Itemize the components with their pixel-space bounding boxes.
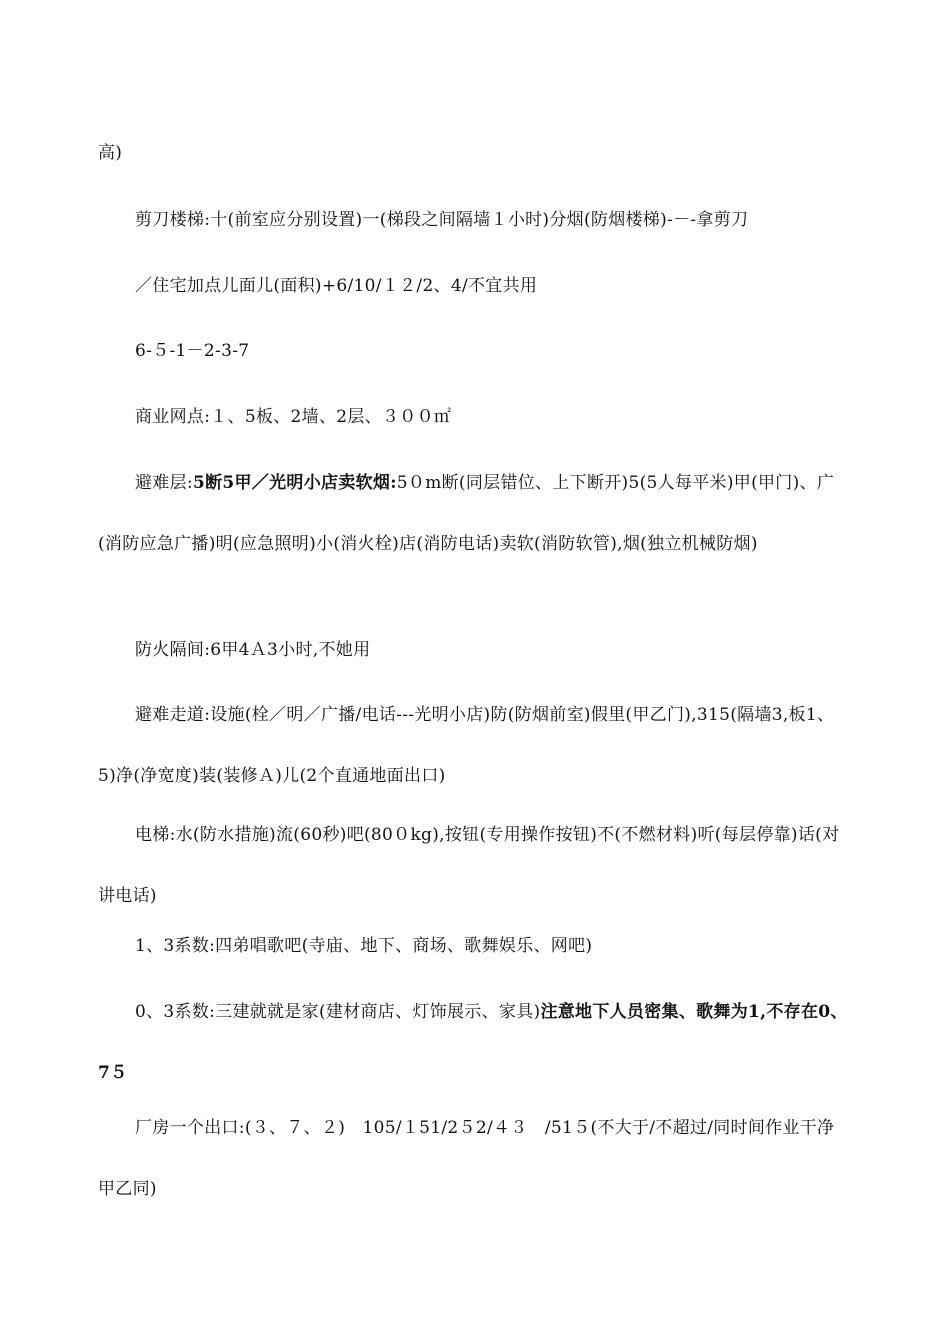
paragraph-elevator: 电梯:水(防水措施)流(60秒)吧(80０kg),按钮(专用操作按钮)不(不燃材料)听(每层停靠)话(对讲电话) bbox=[98, 825, 840, 906]
coefficient-0-3-text: 0、3系数:三建就就是家(建材商店、灯饰展示、家具) bbox=[135, 1002, 541, 1022]
refuge-floor-details: 5０m断(同层错位、上下断开)5(5人每平米)甲(甲门)、广(消防应急广播)明(应急照明)小(消火栓)店(消防电话)卖软(消防软管),烟(独立机械防烟) bbox=[98, 473, 835, 554]
paragraph-continuation: 高) bbox=[98, 143, 123, 163]
paragraph-factory-exit: 厂房一个出口:(３、７、２) 105/１51/2５2/４３ /51５(不大于/不超过/同时间作业干净甲乙同) bbox=[98, 1118, 835, 1199]
paragraph-refuge-corridor: 避难走道:设施(栓／明／广播/电话---光明小店)防(防烟前室)假里(甲乙门),315(隔墙3,板1、5)净(净宽度)装(装修Ａ)儿(2个直通地面出口) bbox=[98, 705, 835, 786]
paragraph-number-sequence: 6-５-1－2-3-7 bbox=[135, 341, 250, 361]
paragraph-commercial-outlets: 商业网点:１、5板、2墙、2层、３００㎡ bbox=[135, 407, 452, 427]
paragraph-residential: ／住宅加点儿面儿(面积)+6/10/１２/2、4/不宜共用 bbox=[135, 276, 538, 296]
refuge-floor-label: 避难层: bbox=[135, 473, 193, 493]
paragraph-refuge-floor bbox=[98, 453, 850, 575]
paragraph-fire-compartment: 防火隔间:6甲4Ａ3小时,不她用 bbox=[135, 640, 371, 660]
refuge-floor-mnemonic: 5断5甲／光明小店卖软烟: bbox=[192, 473, 397, 493]
paragraph-scissor-stairs: 剪刀楼梯:十(前室应分别设置)一(梯段之间隔墙１小时)分烟(防烟楼梯)-－-拿剪刀 bbox=[135, 210, 749, 230]
paragraph-coefficient-0-3 bbox=[98, 982, 850, 1104]
paragraph-coefficient-1-3: 1、3系数:四弟唱歌吧(寺庙、地下、商场、歌舞娱乐、网吧) bbox=[135, 936, 593, 956]
coefficient-0-3-note: 注意地下人员密集、歌舞为1,不存在0、7５ bbox=[98, 1002, 848, 1083]
